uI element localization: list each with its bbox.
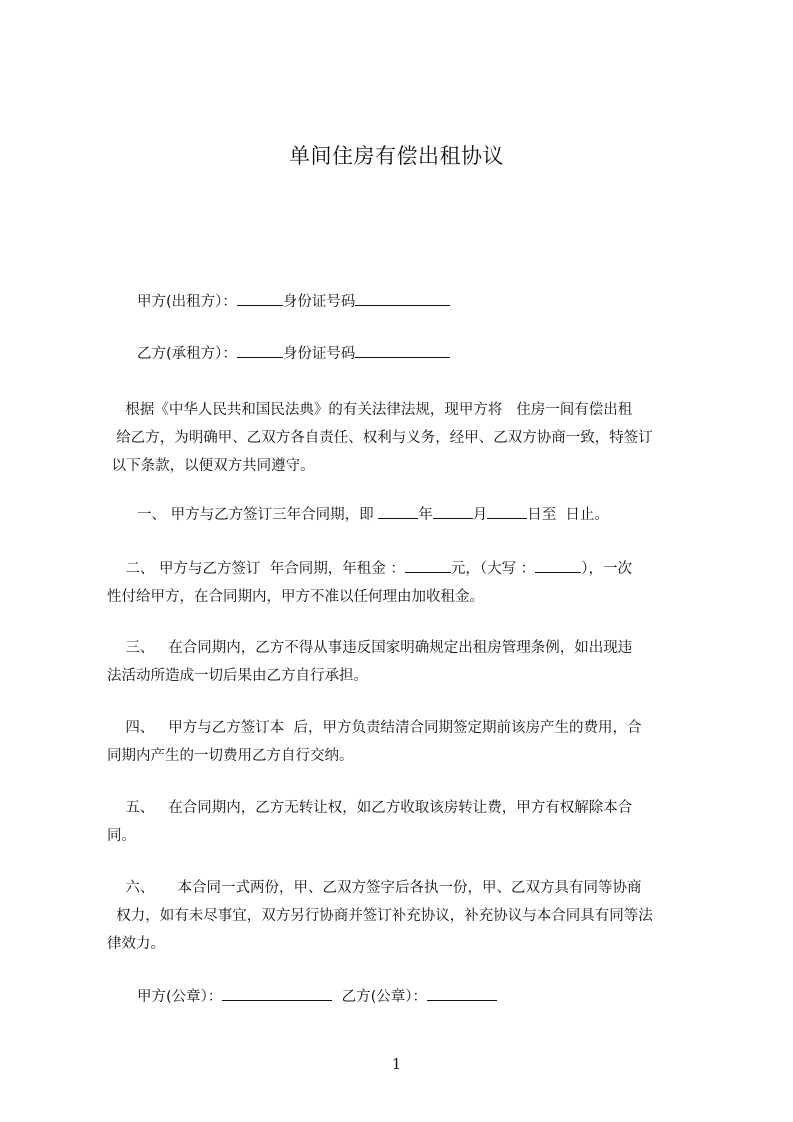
clause-4-line: 同期内产生的一切费用乙方自行交纳。 [107, 748, 354, 764]
clause-3-line: 法活动所造成一切后果由乙方自行承担。 [107, 668, 368, 684]
clause-5 [107, 794, 705, 850]
intro-line: 给乙方，为明确甲、乙双方各自责任、权利与义务，经甲、乙双方协商一致，特签订 [107, 430, 653, 446]
clause-6-line: 律效力。 [107, 936, 165, 952]
party-b-seal-blank [427, 986, 497, 1001]
clause-1 [137, 504, 609, 525]
party-a-name-blank [237, 291, 283, 306]
start-month-blank [433, 504, 473, 519]
clause-2-line: 性付给甲方，在合同期内，甲方不准以任何理由加收租金。 [107, 589, 484, 605]
start-day-blank [487, 504, 527, 519]
clause-1-text: 甲方与乙方签订三年合同期，即 [166, 507, 379, 523]
clause-3 [107, 634, 705, 690]
clause-4-line: 四、 甲方与乙方签订本 后，甲方负责结清合同期签定期前该房产生的费用，合 [107, 720, 642, 736]
clause-6-line: 六、 本合同一式两份，甲、乙双方签字后各执一份，甲、乙双方具有同等协商 [107, 880, 642, 896]
party-a-id-label: 身份证号码 [282, 294, 356, 310]
rent-in-words-blank [535, 558, 581, 573]
party-a-id-blank [355, 291, 450, 306]
month-label: 月 [472, 507, 488, 523]
party-b-seal-label: 乙方(公章）： [341, 989, 428, 1005]
clause-2-line [107, 555, 705, 583]
year-label: 年 [418, 507, 433, 523]
party-b-id-blank [355, 343, 450, 358]
party-a-seal-label: 甲方(公章）： [137, 989, 223, 1005]
party-b-line [137, 343, 450, 364]
intro-line: 根据《中华人民共和国民法典》的有关法律法规，现甲方将 住房一间有偿出租 [107, 402, 633, 418]
intro-line: 以下条款，以便双方共同遵守。 [107, 458, 315, 474]
clause-3-line: 三、 在合同期内，乙方不得从事违反国家明确规定出租房管理条例，如出现违 [107, 640, 633, 656]
clause-5-line: 五、 在合同期内，乙方无转让权，如乙方收取该房转让费，甲方有权解除本合 [107, 800, 633, 816]
clause-5-line: 同。 [107, 828, 136, 844]
annual-rent-blank [405, 558, 451, 573]
clause-2-text: 甲方与乙方签订 年合同期，年租金 ： [154, 561, 405, 577]
signature-line [137, 986, 497, 1007]
clause-6 [107, 874, 705, 958]
yuan-label: 元，（大写 ： [450, 561, 536, 577]
clause-6-line: 权力，如有未尽事宜，双方另行协商并签订补充协议，补充协议与本合同具有同等法 [107, 908, 653, 924]
party-b-id-label: 身份证号码 [282, 346, 356, 362]
document-title: 单间住房有偿出租协议 [289, 144, 504, 168]
clause-2-number: 二、 [125, 561, 155, 577]
party-a-seal-blank [222, 986, 332, 1001]
party-a-line [137, 291, 450, 312]
clause-4 [107, 714, 705, 770]
intro-paragraph [107, 396, 705, 480]
page-number: 1 [391, 1055, 402, 1073]
party-b-label: 乙方(承租方）： [137, 346, 237, 362]
start-year-blank [378, 504, 418, 519]
party-a-label: 甲方(出租方）： [137, 294, 237, 310]
clause-2 [107, 555, 705, 611]
clause-2-close: ），一次 [581, 561, 632, 577]
party-b-name-blank [237, 343, 283, 358]
clause-1-number: 一、 [137, 507, 166, 523]
day-to-label: 日至 日止。 [527, 507, 609, 523]
